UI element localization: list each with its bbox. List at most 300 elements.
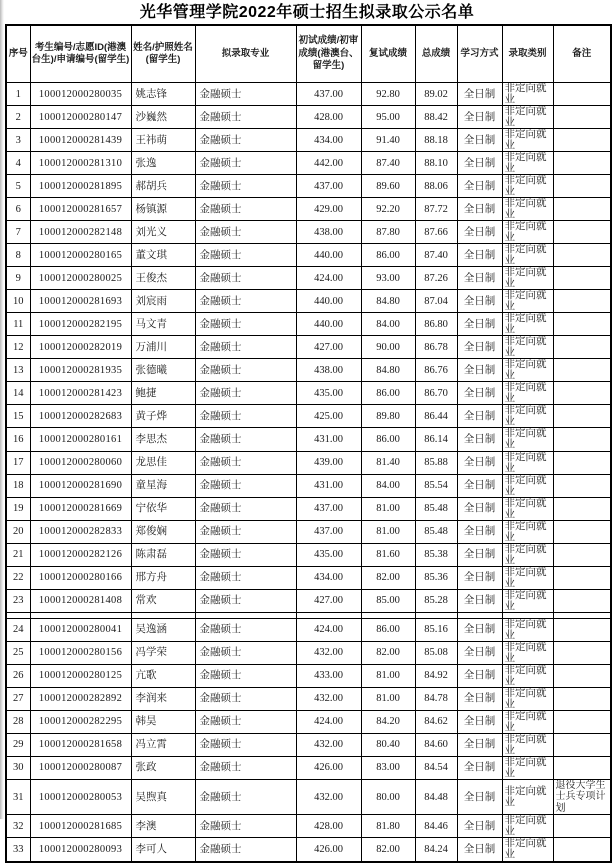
cell-initial-score: 424.00 [296, 267, 361, 290]
cell-total-score: 85.38 [415, 543, 457, 566]
table-row [6, 382, 611, 405]
cell-initial-score: 439.00 [296, 451, 361, 474]
cell-initial-score: 437.00 [296, 83, 361, 106]
cell-total-score: 84.60 [415, 733, 457, 756]
cell-candidate-id: 100012000280161 [30, 428, 131, 451]
cell-remark [553, 83, 611, 106]
cell-name: 陈肃磊 [131, 543, 195, 566]
cell-initial-score: 425.00 [296, 405, 361, 428]
cell-retest-score: 89.80 [361, 405, 415, 428]
cell-major: 金融硕士 [195, 520, 296, 543]
table-row [6, 838, 611, 862]
cell-initial-score: 428.00 [296, 106, 361, 129]
cell-name: 万浦川 [131, 336, 195, 359]
cell-candidate-id: 100012000281895 [30, 175, 131, 198]
cell-admission-category: 非定向就业 [502, 497, 553, 520]
cell-total-score: 84.78 [415, 687, 457, 710]
cell-major: 金融硕士 [195, 175, 296, 198]
cell-admission-category: 非定向就业 [502, 428, 553, 451]
cell-major: 金融硕士 [195, 474, 296, 497]
cell-initial-score: 432.00 [296, 641, 361, 664]
table-row [6, 474, 611, 497]
cell-remark [553, 175, 611, 198]
table-row [6, 313, 611, 336]
table-row [6, 543, 611, 566]
cell-major: 金融硕士 [195, 428, 296, 451]
table-row [6, 451, 611, 474]
cell-study-mode: 全日制 [457, 543, 502, 566]
cell-major: 金融硕士 [195, 106, 296, 129]
cell-study-mode: 全日制 [457, 405, 502, 428]
cell-initial-score: 437.00 [296, 175, 361, 198]
cell-admission-category: 非定向就业 [502, 451, 553, 474]
cell-candidate-id: 100012000280053 [30, 779, 131, 815]
cell-major: 金融硕士 [195, 543, 296, 566]
cell-name: 邢方舟 [131, 566, 195, 589]
cell-retest-score: 86.00 [361, 244, 415, 267]
table-row [6, 359, 611, 382]
cell-admission-category: 非定向就业 [502, 175, 553, 198]
cell-major: 金融硕士 [195, 290, 296, 313]
cell-major: 金融硕士 [195, 83, 296, 106]
cell-serial: 4 [6, 152, 30, 175]
table-row [6, 106, 611, 129]
cell-retest-score: 91.40 [361, 129, 415, 152]
cell-initial-score: 431.00 [296, 474, 361, 497]
cell-remark [553, 290, 611, 313]
cell-remark [553, 566, 611, 589]
cell-name: 鲍捷 [131, 382, 195, 405]
cell-name: 宁依华 [131, 497, 195, 520]
cell-remark [553, 664, 611, 687]
cell-candidate-id: 100012000281408 [30, 589, 131, 612]
cell-candidate-id: 100012000280147 [30, 106, 131, 129]
cell-initial-score: 438.00 [296, 359, 361, 382]
cell-initial-score: 424.00 [296, 618, 361, 641]
cell-remark [553, 543, 611, 566]
cell-major: 金融硕士 [195, 405, 296, 428]
cell-serial: 1 [6, 83, 30, 106]
cell-candidate-id: 100012000280166 [30, 566, 131, 589]
cell-study-mode: 全日制 [457, 733, 502, 756]
cell-initial-score: 440.00 [296, 313, 361, 336]
cell-initial-score: 426.00 [296, 838, 361, 862]
table-row [6, 405, 611, 428]
cell-admission-category: 非定向就业 [502, 687, 553, 710]
col-total-score: 总成绩 [415, 25, 457, 83]
cell-candidate-id: 100012000282148 [30, 221, 131, 244]
cell-retest-score: 87.40 [361, 152, 415, 175]
cell-total-score: 84.92 [415, 664, 457, 687]
cell-candidate-id: 100012000282195 [30, 313, 131, 336]
cell-name: 李润来 [131, 687, 195, 710]
cell-study-mode: 全日制 [457, 83, 502, 106]
cell-candidate-id: 100012000281423 [30, 382, 131, 405]
cell-major: 金融硕士 [195, 589, 296, 612]
cell-study-mode: 全日制 [457, 756, 502, 779]
cell-total-score: 84.54 [415, 756, 457, 779]
cell-study-mode: 全日制 [457, 618, 502, 641]
cell-major: 金融硕士 [195, 815, 296, 838]
cell-name: 李可人 [131, 838, 195, 862]
cell-retest-score: 83.00 [361, 756, 415, 779]
cell-name: 刘光义 [131, 221, 195, 244]
cell-total-score: 87.72 [415, 198, 457, 221]
cell-total-score: 86.76 [415, 359, 457, 382]
cell-total-score: 87.04 [415, 290, 457, 313]
cell-admission-category: 非定向就业 [502, 244, 553, 267]
cell-admission-category: 非定向就业 [502, 359, 553, 382]
cell-initial-score: 437.00 [296, 520, 361, 543]
cell-candidate-id: 100012000280156 [30, 641, 131, 664]
cell-name: 刘宸雨 [131, 290, 195, 313]
cell-initial-score: 435.00 [296, 543, 361, 566]
cell-serial: 11 [6, 313, 30, 336]
table-row [6, 733, 611, 756]
cell-retest-score: 86.00 [361, 618, 415, 641]
cell-initial-score: 442.00 [296, 152, 361, 175]
cell-remark [553, 405, 611, 428]
cell-remark [553, 221, 611, 244]
cell-study-mode: 全日制 [457, 566, 502, 589]
header-row [6, 25, 611, 83]
cell-initial-score: 433.00 [296, 664, 361, 687]
cell-name: 马文青 [131, 313, 195, 336]
col-serial: 序号 [6, 25, 30, 83]
col-initial-score: 初试成绩/初审成绩(港澳台、留学生) [296, 25, 361, 83]
cell-remark [553, 497, 611, 520]
cell-retest-score: 89.60 [361, 175, 415, 198]
cell-retest-score: 80.40 [361, 733, 415, 756]
cell-remark [553, 520, 611, 543]
cell-study-mode: 全日制 [457, 451, 502, 474]
cell-study-mode: 全日制 [457, 198, 502, 221]
cell-serial: 33 [6, 838, 30, 862]
cell-initial-score: 432.00 [296, 733, 361, 756]
cell-admission-category: 非定向就业 [502, 815, 553, 838]
cell-serial: 3 [6, 129, 30, 152]
cell-admission-category: 非定向就业 [502, 733, 553, 756]
cell-serial: 29 [6, 733, 30, 756]
cell-total-score: 89.02 [415, 83, 457, 106]
cell-study-mode: 全日制 [457, 244, 502, 267]
cell-remark [553, 152, 611, 175]
admission-results-table [5, 24, 612, 863]
cell-serial: 12 [6, 336, 30, 359]
cell-remark [553, 733, 611, 756]
cell-admission-category: 非定向就业 [502, 710, 553, 733]
cell-total-score: 85.08 [415, 641, 457, 664]
cell-retest-score: 81.60 [361, 543, 415, 566]
cell-serial: 32 [6, 815, 30, 838]
table-row [6, 687, 611, 710]
cell-remark: 退役大学生士兵专项计划 [553, 779, 611, 815]
cell-study-mode: 全日制 [457, 129, 502, 152]
cell-retest-score: 84.00 [361, 313, 415, 336]
cell-total-score: 88.42 [415, 106, 457, 129]
cell-remark [553, 428, 611, 451]
col-candidate-id: 考生编号/志愿ID(港澳台生)/申请编号(留学生) [30, 25, 131, 83]
cell-total-score: 84.48 [415, 779, 457, 815]
cell-major: 金融硕士 [195, 221, 296, 244]
cell-study-mode: 全日制 [457, 336, 502, 359]
cell-retest-score: 81.00 [361, 520, 415, 543]
cell-retest-score: 85.00 [361, 589, 415, 612]
cell-study-mode: 全日制 [457, 175, 502, 198]
cell-remark [553, 451, 611, 474]
cell-retest-score: 81.00 [361, 687, 415, 710]
cell-serial: 28 [6, 710, 30, 733]
cell-serial: 26 [6, 664, 30, 687]
cell-major: 金融硕士 [195, 779, 296, 815]
cell-remark [553, 756, 611, 779]
col-admission-category: 录取类别 [502, 25, 553, 83]
cell-candidate-id: 100012000280025 [30, 267, 131, 290]
cell-total-score: 86.44 [415, 405, 457, 428]
table-row [6, 497, 611, 520]
cell-retest-score: 82.00 [361, 838, 415, 862]
cell-serial: 2 [6, 106, 30, 129]
cell-study-mode: 全日制 [457, 497, 502, 520]
cell-retest-score: 82.00 [361, 566, 415, 589]
cell-total-score: 86.70 [415, 382, 457, 405]
cell-initial-score: 427.00 [296, 336, 361, 359]
cell-retest-score: 82.00 [361, 641, 415, 664]
cell-admission-category: 非定向就业 [502, 382, 553, 405]
cell-serial: 7 [6, 221, 30, 244]
cell-retest-score: 81.80 [361, 815, 415, 838]
table-row [6, 336, 611, 359]
cell-retest-score: 92.80 [361, 83, 415, 106]
cell-serial: 23 [6, 589, 30, 612]
cell-admission-category: 非定向就业 [502, 641, 553, 664]
cell-admission-category: 非定向就业 [502, 106, 553, 129]
table-row [6, 710, 611, 733]
cell-candidate-id: 100012000282683 [30, 405, 131, 428]
cell-name: 常欢 [131, 589, 195, 612]
cell-major: 金融硕士 [195, 336, 296, 359]
cell-remark [553, 687, 611, 710]
cell-remark [553, 618, 611, 641]
table-row [6, 244, 611, 267]
cell-serial: 18 [6, 474, 30, 497]
cell-admission-category: 非定向就业 [502, 221, 553, 244]
cell-study-mode: 全日制 [457, 152, 502, 175]
cell-study-mode: 全日制 [457, 641, 502, 664]
cell-study-mode: 全日制 [457, 221, 502, 244]
cell-name: 沙巍然 [131, 106, 195, 129]
cell-admission-category: 非定向就业 [502, 566, 553, 589]
cell-remark [553, 244, 611, 267]
cell-initial-score: 434.00 [296, 566, 361, 589]
cell-name: 亢歌 [131, 664, 195, 687]
cell-major: 金融硕士 [195, 838, 296, 862]
cell-remark [553, 106, 611, 129]
cell-total-score: 86.78 [415, 336, 457, 359]
col-retest-score: 复试成绩 [361, 25, 415, 83]
cell-admission-category: 非定向就业 [502, 336, 553, 359]
cell-name: 龙思佳 [131, 451, 195, 474]
cell-name: 郝胡兵 [131, 175, 195, 198]
cell-admission-category: 非定向就业 [502, 267, 553, 290]
cell-remark [553, 198, 611, 221]
cell-major: 金融硕士 [195, 451, 296, 474]
cell-initial-score: 440.00 [296, 244, 361, 267]
results-table-body [6, 83, 611, 862]
cell-initial-score: 427.00 [296, 589, 361, 612]
cell-name: 童星海 [131, 474, 195, 497]
cell-initial-score: 434.00 [296, 129, 361, 152]
table-row [6, 756, 611, 779]
cell-serial: 6 [6, 198, 30, 221]
cell-name: 李思杰 [131, 428, 195, 451]
cell-name: 冯立霄 [131, 733, 195, 756]
cell-candidate-id: 100012000280035 [30, 83, 131, 106]
cell-total-score: 87.40 [415, 244, 457, 267]
cell-remark [553, 589, 611, 612]
cell-admission-category: 非定向就业 [502, 198, 553, 221]
table-row [6, 290, 611, 313]
cell-major: 金融硕士 [195, 267, 296, 290]
cell-remark [553, 474, 611, 497]
cell-candidate-id: 100012000281669 [30, 497, 131, 520]
cell-candidate-id: 100012000282019 [30, 336, 131, 359]
col-remark: 备注 [553, 25, 611, 83]
cell-candidate-id: 100012000280087 [30, 756, 131, 779]
cell-name: 李澳 [131, 815, 195, 838]
cell-remark [553, 710, 611, 733]
cell-remark [553, 336, 611, 359]
cell-total-score: 88.10 [415, 152, 457, 175]
cell-study-mode: 全日制 [457, 520, 502, 543]
cell-initial-score: 438.00 [296, 221, 361, 244]
cell-admission-category: 非定向就业 [502, 618, 553, 641]
cell-candidate-id: 100012000280093 [30, 838, 131, 862]
cell-admission-category: 非定向就业 [502, 779, 553, 815]
cell-total-score: 85.54 [415, 474, 457, 497]
cell-total-score: 84.62 [415, 710, 457, 733]
cell-candidate-id: 100012000281657 [30, 198, 131, 221]
cell-major: 金融硕士 [195, 244, 296, 267]
cell-total-score: 85.28 [415, 589, 457, 612]
cell-study-mode: 全日制 [457, 710, 502, 733]
cell-name: 吴煦真 [131, 779, 195, 815]
cell-remark [553, 382, 611, 405]
cell-candidate-id: 100012000280125 [30, 664, 131, 687]
cell-serial: 13 [6, 359, 30, 382]
cell-candidate-id: 100012000281693 [30, 290, 131, 313]
table-row [6, 779, 611, 815]
cell-retest-score: 84.20 [361, 710, 415, 733]
cell-candidate-id: 100012000281310 [30, 152, 131, 175]
cell-serial: 21 [6, 543, 30, 566]
cell-initial-score: 432.00 [296, 779, 361, 815]
cell-name: 张政 [131, 756, 195, 779]
table-row [6, 83, 611, 106]
table-row [6, 221, 611, 244]
cell-serial: 9 [6, 267, 30, 290]
cell-name: 黄子烨 [131, 405, 195, 428]
cell-retest-score: 81.40 [361, 451, 415, 474]
cell-serial: 5 [6, 175, 30, 198]
cell-study-mode: 全日制 [457, 106, 502, 129]
cell-study-mode: 全日制 [457, 474, 502, 497]
cell-study-mode: 全日制 [457, 290, 502, 313]
cell-admission-category: 非定向就业 [502, 756, 553, 779]
cell-candidate-id: 100012000282833 [30, 520, 131, 543]
cell-retest-score: 81.00 [361, 497, 415, 520]
col-name: 姓名/护照姓名(留学生) [131, 25, 195, 83]
cell-admission-category: 非定向就业 [502, 152, 553, 175]
table-row [6, 198, 611, 221]
cell-remark [553, 267, 611, 290]
cell-serial: 16 [6, 428, 30, 451]
cell-serial: 31 [6, 779, 30, 815]
cell-name: 郑俊娴 [131, 520, 195, 543]
cell-major: 金融硕士 [195, 152, 296, 175]
cell-initial-score: 437.00 [296, 497, 361, 520]
cell-major: 金融硕士 [195, 198, 296, 221]
cell-retest-score: 93.00 [361, 267, 415, 290]
cell-candidate-id: 100012000281935 [30, 359, 131, 382]
cell-retest-score: 86.00 [361, 428, 415, 451]
cell-study-mode: 全日制 [457, 664, 502, 687]
cell-total-score: 85.48 [415, 520, 457, 543]
cell-admission-category: 非定向就业 [502, 129, 553, 152]
cell-remark [553, 838, 611, 862]
cell-study-mode: 全日制 [457, 359, 502, 382]
col-major: 拟录取专业 [195, 25, 296, 83]
cell-candidate-id: 100012000280060 [30, 451, 131, 474]
cell-major: 金融硕士 [195, 497, 296, 520]
cell-major: 金融硕士 [195, 756, 296, 779]
cell-retest-score: 80.00 [361, 779, 415, 815]
page-edge-shadow [0, 0, 4, 819]
cell-total-score: 84.46 [415, 815, 457, 838]
cell-admission-category: 非定向就业 [502, 543, 553, 566]
cell-candidate-id: 100012000281690 [30, 474, 131, 497]
cell-remark [553, 641, 611, 664]
cell-study-mode: 全日制 [457, 428, 502, 451]
cell-retest-score: 81.00 [361, 664, 415, 687]
cell-initial-score: 429.00 [296, 198, 361, 221]
cell-name: 韩昊 [131, 710, 195, 733]
cell-initial-score: 432.00 [296, 687, 361, 710]
cell-remark [553, 815, 611, 838]
cell-candidate-id: 100012000282892 [30, 687, 131, 710]
cell-total-score: 87.26 [415, 267, 457, 290]
cell-total-score: 86.14 [415, 428, 457, 451]
table-row [6, 129, 611, 152]
cell-retest-score: 90.00 [361, 336, 415, 359]
cell-serial: 27 [6, 687, 30, 710]
cell-study-mode: 全日制 [457, 589, 502, 612]
cell-major: 金融硕士 [195, 710, 296, 733]
cell-major: 金融硕士 [195, 382, 296, 405]
cell-major: 金融硕士 [195, 359, 296, 382]
cell-admission-category: 非定向就业 [502, 83, 553, 106]
cell-admission-category: 非定向就业 [502, 313, 553, 336]
cell-admission-category: 非定向就业 [502, 664, 553, 687]
cell-name: 王祎萌 [131, 129, 195, 152]
cell-serial: 19 [6, 497, 30, 520]
cell-serial: 30 [6, 756, 30, 779]
table-row [6, 815, 611, 838]
cell-name: 杨镇源 [131, 198, 195, 221]
cell-total-score: 87.66 [415, 221, 457, 244]
cell-name: 吴逸涵 [131, 618, 195, 641]
cell-major: 金融硕士 [195, 566, 296, 589]
